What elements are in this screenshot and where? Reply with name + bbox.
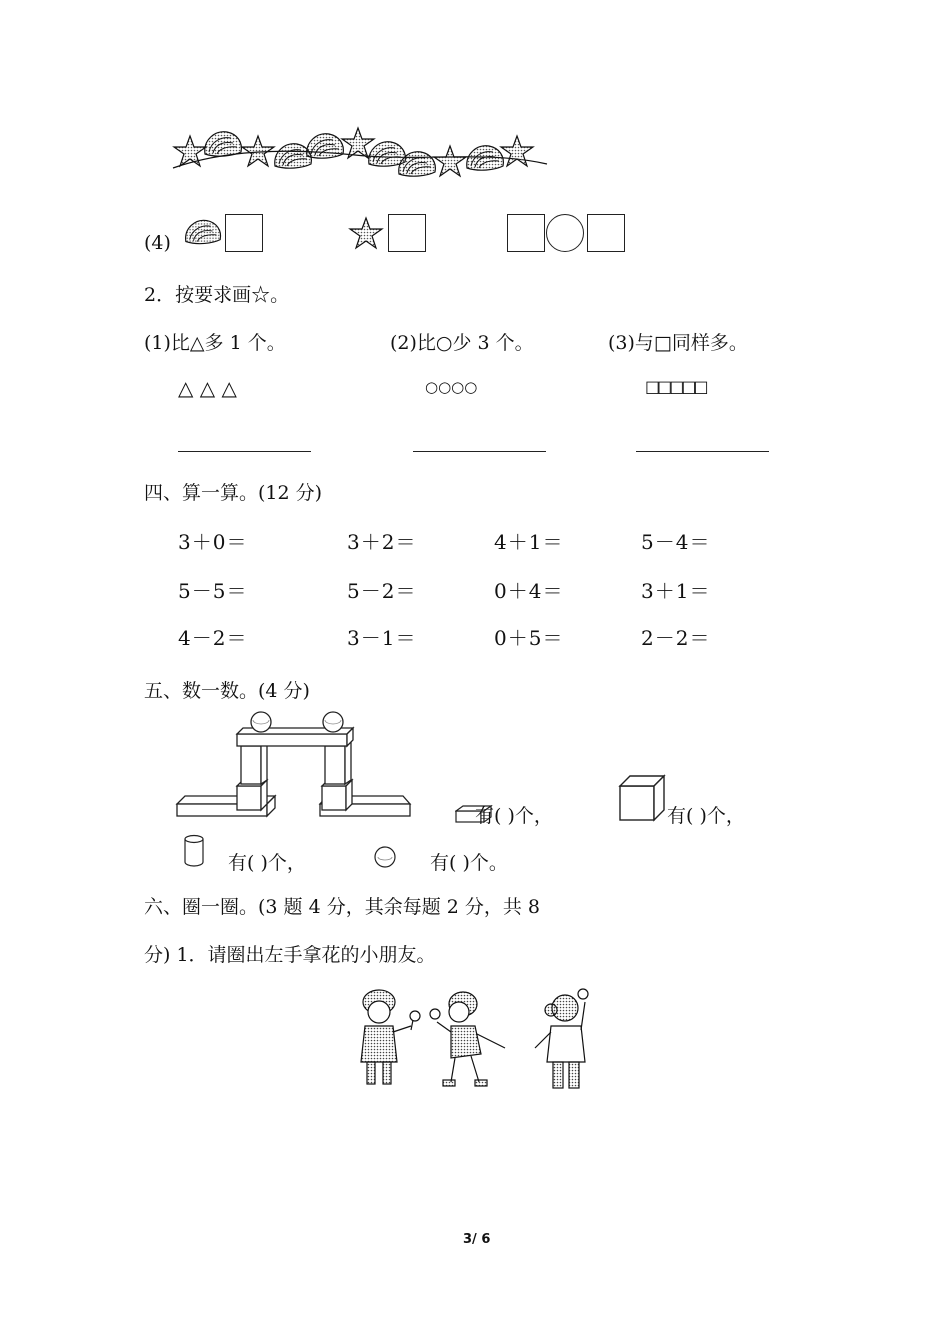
draw-part-3-label: (3)与□同样多。: [608, 332, 748, 354]
block-structure-image: [175, 708, 415, 826]
section-4-title: 四、算一算。(12 分): [144, 482, 323, 504]
cuboid-count-text[interactable]: 有( )个，: [475, 805, 553, 827]
shell-icon: [182, 216, 224, 248]
circles-row: ○○○○: [425, 378, 478, 396]
draw-stars-question-title: 2．按要求画☆。: [144, 284, 290, 306]
answer-line-part-3[interactable]: [636, 451, 769, 452]
equation-r2-c1: 5－5＝: [178, 579, 248, 603]
equation-r2-c2: 5－2＝: [347, 579, 417, 603]
cube-icon: [618, 774, 666, 822]
equation-r3-c3: 0＋5＝: [494, 626, 564, 650]
sphere-icon: [372, 844, 398, 870]
draw-part-2-label: (2)比○少 3 个。: [390, 332, 534, 354]
equation-r1-c1: 3＋0＝: [178, 530, 248, 554]
answer-line-part-2[interactable]: [413, 451, 546, 452]
squares-row: □□□□□: [645, 377, 706, 396]
starfish-icon: [348, 216, 384, 252]
section-5-title: 五、数一数。(4 分): [144, 680, 310, 702]
cylinder-icon: [182, 834, 206, 868]
equation-r3-c2: 3－1＝: [347, 626, 417, 650]
equation-r3-c4: 2－2＝: [641, 626, 711, 650]
sphere-count-text[interactable]: 有( )个。: [430, 852, 508, 874]
equation-r1-c2: 3＋2＝: [347, 530, 417, 554]
equation-r2-c3: 0＋4＝: [494, 579, 564, 603]
draw-part-1-label: (1)比△多 1 个。: [144, 332, 286, 354]
equation-r1-c4: 5－4＝: [641, 530, 711, 554]
answer-line-part-1[interactable]: [178, 451, 311, 452]
children-with-flowers-image: [355, 982, 595, 1097]
answer-box-pattern-1[interactable]: [507, 214, 545, 252]
equation-r3-c1: 4－2＝: [178, 626, 248, 650]
triangles-row: △ △ △: [178, 376, 237, 400]
cube-count-text[interactable]: 有( )个，: [667, 805, 745, 827]
answer-box-after-shell[interactable]: [225, 214, 263, 252]
section-6-title-line-2: 分) 1．请圈出左手拿花的小朋友。: [144, 944, 436, 966]
page-number: 3/ 6: [463, 1232, 491, 1247]
answer-circle-pattern-2[interactable]: [546, 214, 584, 252]
answer-box-after-starfish[interactable]: [388, 214, 426, 252]
cylinder-count-text[interactable]: 有( )个，: [228, 852, 306, 874]
equation-r2-c4: 3＋1＝: [641, 579, 711, 603]
question-4-label: (4): [144, 232, 171, 254]
section-6-title-line-1: 六、圈一圈。(3 题 4 分，其余每题 2 分，共 8: [144, 896, 541, 918]
answer-box-pattern-3[interactable]: [587, 214, 625, 252]
equation-r1-c3: 4＋1＝: [494, 530, 564, 554]
shell-star-pattern-image: [165, 120, 555, 190]
